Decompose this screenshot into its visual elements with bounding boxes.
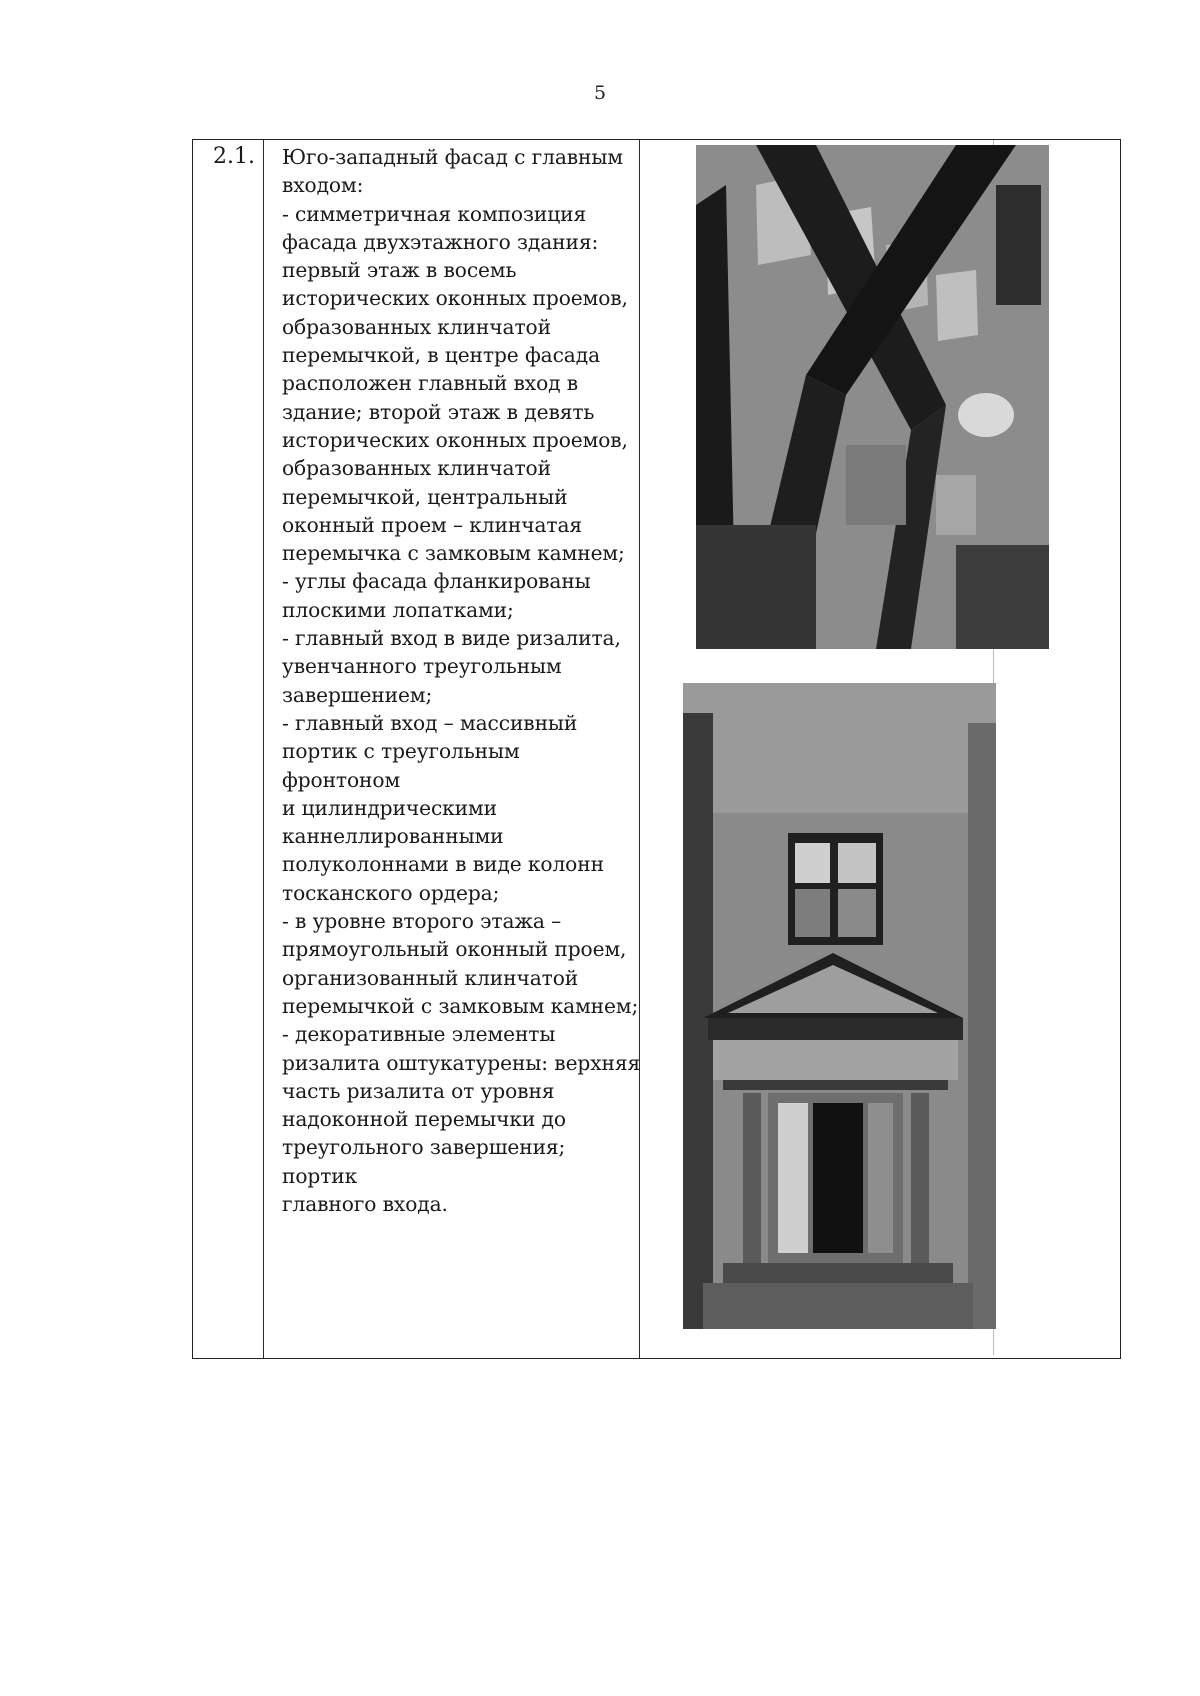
features-table: [192, 139, 1121, 1359]
table-row-description: Юго-западный фасад с главным входом: - симметричная композиция фасада двухэтажного здания: первый этаж в восемь исторических оконных проемов, образованных клинчатой перемычкой, в центре фасада расположен главный вход в здание; второй этаж в девять исторических оконных проемов, образованных клинчатой перемычкой, центральный оконный проем – клинчатая перемычка с замковым камнем; - углы фасада фланкированы плоскими лопатками; - главный вход в виде ризалита, увенчанного треугольным завершением; - главный вход – массивный портик с треугольным фронтоном и цилиндрическими каннеллированными полуколоннами в виде колонн тосканского ордера; - в уровне второго этажа – прямоугольный оконный проем, организованный клинчатой перемычкой с замковым камнем; - декоративные элементы ризалита оштукатурены: верхняя часть ризалита от уровня надоконной перемычки до треугольного завершения; портик главного входа.: [282, 145, 641, 1216]
facade-photo: [696, 145, 1049, 649]
entrance-photo: [683, 683, 996, 1329]
table-column-divider: [263, 140, 264, 1358]
table-row-number: 2.1.: [213, 144, 255, 169]
page-number: 5: [593, 82, 607, 104]
